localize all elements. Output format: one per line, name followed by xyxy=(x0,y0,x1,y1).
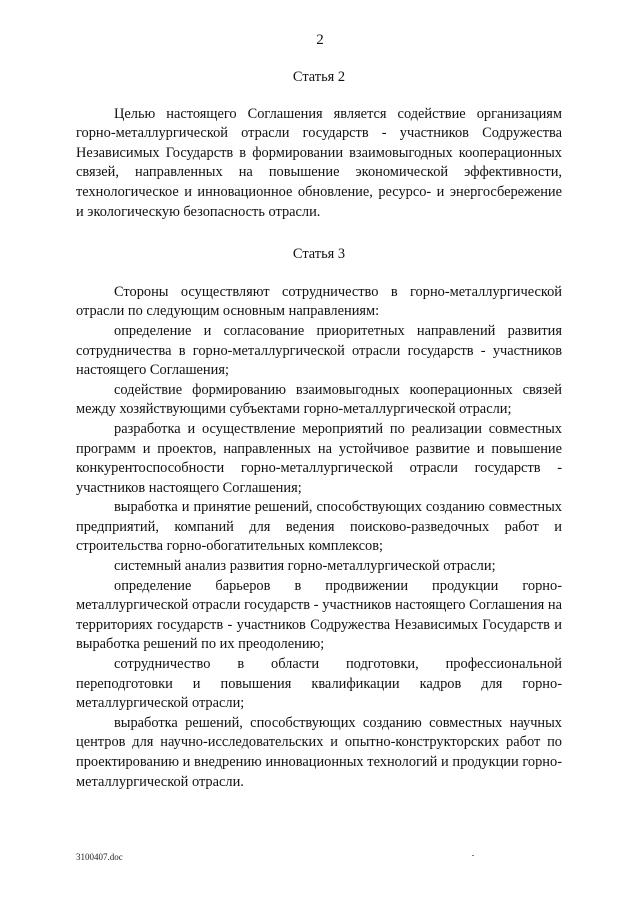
article-2-heading: Статья 2 xyxy=(292,69,346,85)
article-3-item-3: разработка и осуществление мероприятий по реализации совместных программ и проектов, направленных на устойчивое развитие и повышение конкурентоспособности горно-металлургической отрасли государств - участников настоящего Соглашения; xyxy=(76,420,562,496)
article-3-item-1: определение и согласование приоритетных направлений развития сотрудничества в горно-металлургической отрасли государств - участников настоящего Соглашения; xyxy=(76,322,562,379)
article-3-item-5: системный анализ развития горно-металлургической отрасли; xyxy=(114,558,496,575)
footer-scan-mark xyxy=(472,855,474,856)
page-number: 2 xyxy=(316,32,324,48)
article-3-item-2: содействие формированию взаимовыгодных кооперационных связей между хозяйствующими субъектами горно-металлургической отрасли; xyxy=(76,381,562,418)
footer-document-code: 3100407.doc xyxy=(76,852,123,862)
article-3-item-8: выработка решений, способствующих созданию совместных научных центров для научно-исследовательских и опытно-конструкторских работ по проектированию и внедрению инновационных технологий и продукции горно-металлургической отрасли. xyxy=(76,714,562,790)
article-3-heading: Статья 3 xyxy=(292,246,346,263)
document-body xyxy=(76,68,562,792)
article-2-paragraph: Целью настоящего Соглашения является содействие организациям горно-металлургической отрасли государств - участников Содружества Независимых Государств в формировании взаимовыгодных кооперационных связей, направленных на повышение экономической эффективности, технологическое и инновационное обновление, ресурсо- и энергосбережение и экологическую безопасность отрасли. xyxy=(76,105,562,220)
article-3-intro-paragraph: Стороны осуществляют сотрудничество в горно-металлургической отрасли по следующим основным направлениям: xyxy=(76,283,562,320)
article-3-item-6: определение барьеров в продвижении продукции горно-металлургической отрасли государств - участников настоящего Соглашения на территориях государств - участников Содружества Независимых Государств и выработка решений по их преодолению; xyxy=(76,577,562,653)
article-3-item-4: выработка и принятие решений, способствующих созданию совместных предприятий, компаний для ведения поисково-разведочных работ и строительства горно-обогатительных комплексов; xyxy=(76,499,562,555)
article-3-item-7: сотрудничество в области подготовки, профессиональной переподготовки и повышения квалификации кадров для горно-металлургической отрасли; xyxy=(76,656,562,712)
